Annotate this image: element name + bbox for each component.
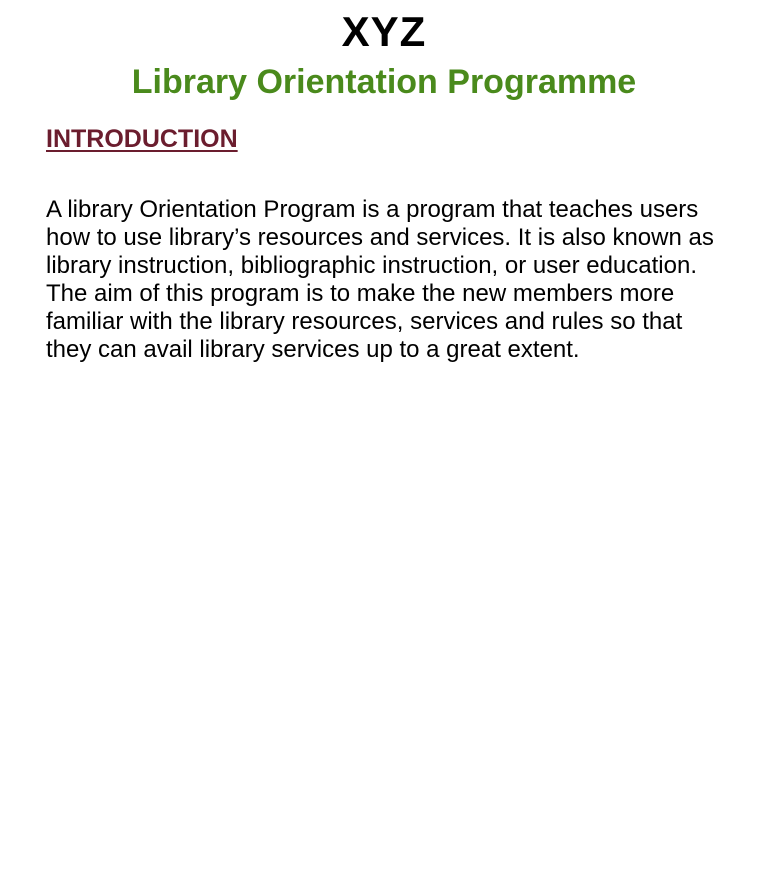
organization-name: XYZ [341,8,427,55]
introduction-paragraph: A library Orientation Program is a program that teaches users how to use library’s resources and services. It is also known as library instruction, bibliographic instruction, or user education. The aim of this program is to make the new members more familiar with the library resources, services and rules so that they can avail library services up to a great extent. [46,196,714,363]
document-title: Library Orientation Programme [131,63,637,101]
section-heading: INTRODUCTION [46,125,238,153]
document-header [0,8,768,102]
introduction-section [0,124,768,364]
